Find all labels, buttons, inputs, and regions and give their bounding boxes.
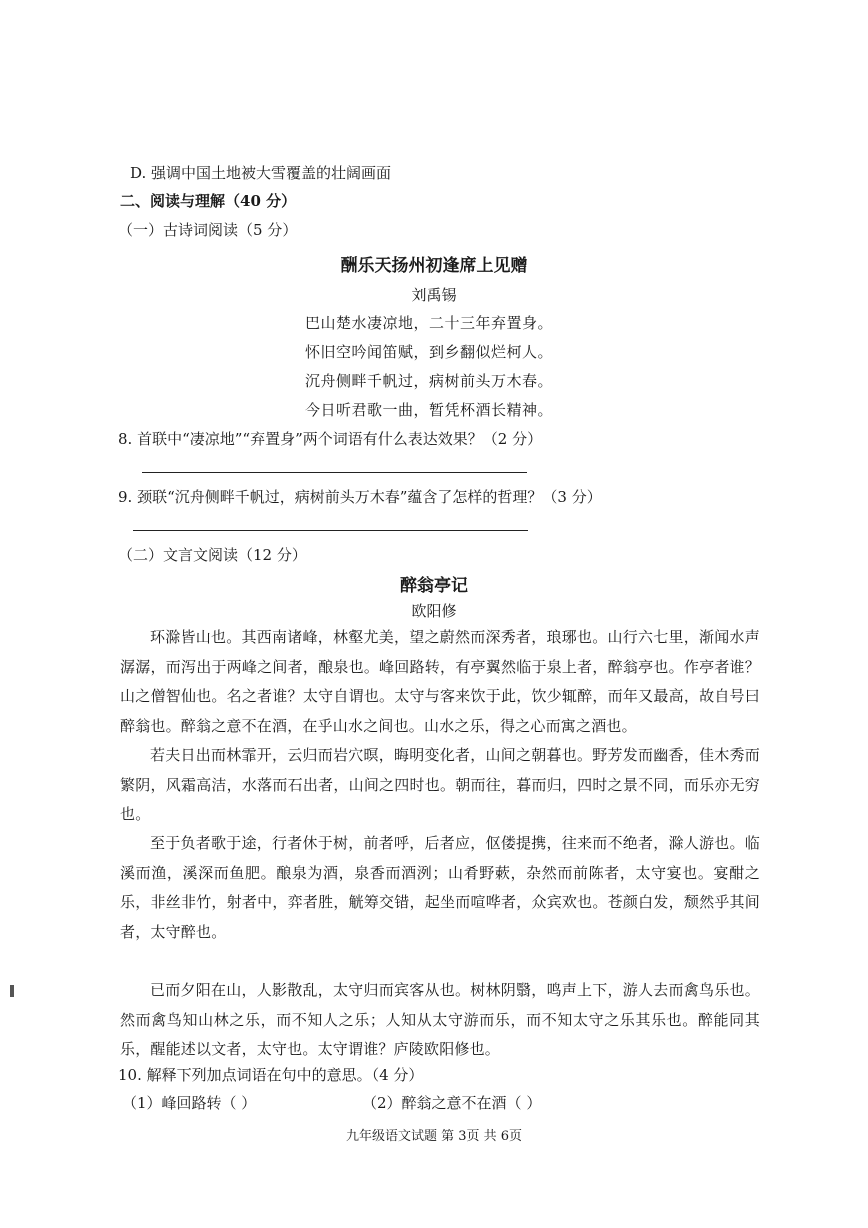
poem-line: 怀旧空吟闻笛赋，到乡翻似烂柯人。 [305, 343, 554, 361]
poem-line: 沉舟侧畔千帆过，病树前头万木春。 [305, 372, 554, 390]
scan-mark [10, 985, 14, 997]
question-8: 8. 首联中“凄凉地”“弃置身”两个词语有什么表达效果？（2 分） [118, 430, 543, 448]
option-d: D. 强调中国土地被大雪覆盖的壮阔画面 [130, 164, 392, 182]
part-heading-poetry: （一）古诗词阅读（5 分） [118, 221, 298, 239]
essay-paragraph: 至于负者歌于途，行者休于树，前者呼，后者应，伛偻提携，往来而不绝者，滁人游也。临溪而渔，溪深而鱼肥。酿泉为酒，泉香而酒洌；山肴野蔌，杂然而前陈者，太守宴也。宴酣之乐，非丝非竹，射者中，弈者胜，觥筹交错，起坐而喧哗者，众宾欢也。苍颜白发，颓然乎其间者，太守醉也。 [120, 834, 760, 941]
essay-paragraph: 环滁皆山也。其西南诸峰，林壑尤美，望之蔚然而深秀者，琅琊也。山行六七里，渐闻水声潺潺，而泻出于两峰之间者，酿泉也。峰回路转，有亭翼然临于泉上者，醉翁亭也。作亭者谁？山之僧智仙也。名之者谁？太守自谓也。太守与客来饮于此，饮少辄醉，而年又最高，故自号曰醉翁也。醉翁之意不在酒，在乎山水之间也。山水之乐，得之心而寓之酒也。 [120, 628, 760, 735]
answer-line-9 [133, 530, 528, 531]
section-heading-reading: 二、阅读与理解（40 分） [120, 192, 297, 210]
question-10: 10. 解释下列加点词语在句中的意思。（4 分） [118, 1066, 424, 1084]
part-heading-classical: （二）文言文阅读（12 分） [118, 546, 307, 564]
poem-line: 巴山楚水凄凉地，二十三年弃置身。 [305, 314, 554, 332]
question-10-item-1: （1）峰回路转（ ） [122, 1094, 257, 1112]
poem-line: 今日听君歌一曲，暂凭杯酒长精神。 [305, 401, 554, 419]
poem-title: 酬乐天扬州初逢席上见赠 [340, 256, 528, 276]
question-9: 9. 颈联“沉舟侧畔千帆过，病树前头万木春”蕴含了怎样的哲理？（3 分） [118, 488, 602, 506]
poem-author: 刘禹锡 [411, 286, 457, 304]
essay-paragraph: 已而夕阳在山，人影散乱，太守归而宾客从也。树林阴翳，鸣声上下，游人去而禽鸟乐也。然而禽鸟知山林之乐，而不知人之乐；人知从太守游而乐，而不知太守之乐其乐也。醉能同其乐，醒能述以文者，太守也。太守谓谁？庐陵欧阳修也。 [120, 981, 760, 1058]
question-10-item-2: （2）醉翁之意不在酒（ ） [362, 1094, 542, 1112]
page-footer: 九年级语文试题 第 3页 共 6页 [345, 1129, 523, 1144]
essay-paragraph: 若夫日出而林霏开，云归而岩穴暝，晦明变化者，山间之朝暮也。野芳发而幽香，佳木秀而繁阴，风霜高洁，水落而石出者，山间之四时也。朝而往，暮而归，四时之景不同，而乐亦无穷也。 [120, 746, 760, 823]
answer-line-8 [142, 472, 527, 473]
essay-title: 醉翁亭记 [400, 576, 468, 596]
essay-author: 欧阳修 [411, 602, 457, 620]
